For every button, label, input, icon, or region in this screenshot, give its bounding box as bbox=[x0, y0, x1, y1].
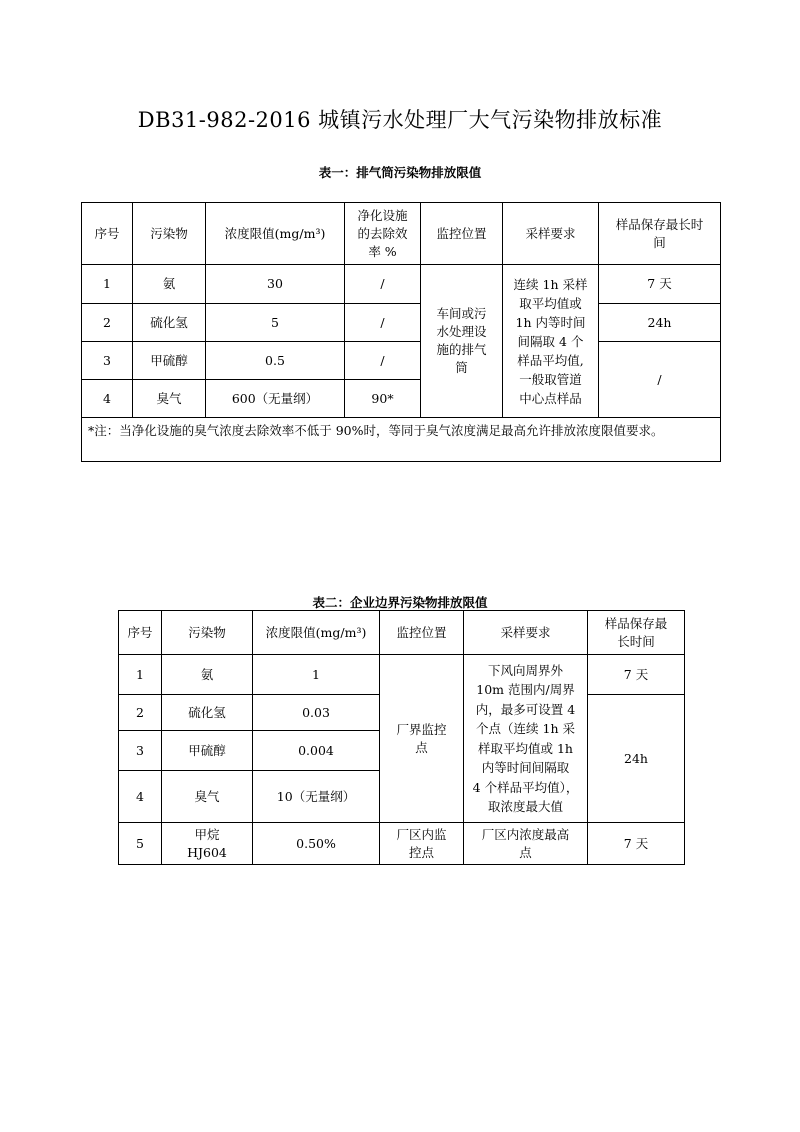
row-pollutant: 臭气 bbox=[162, 771, 253, 823]
row-pollutant: 臭气 bbox=[133, 380, 206, 418]
table-row bbox=[82, 342, 721, 380]
row-limit: 0.50% bbox=[253, 823, 380, 865]
row-pollutant: 氨 bbox=[162, 655, 253, 695]
sampling-requirement: 下风向周界外 10m 范围内/周界 内，最多可设置 4 个点（连续 1h 采 样取平均值或 1h 内等时间间隔取 4 个样品平均值）， 取浓度最大值 bbox=[464, 655, 588, 823]
storage-time: 24h bbox=[588, 695, 685, 823]
storage-time: 24h bbox=[599, 304, 721, 342]
header-sampling: 采样要求 bbox=[503, 203, 599, 265]
header-limit: 浓度限值(mg/m³) bbox=[253, 611, 380, 655]
table1-header-row bbox=[82, 203, 721, 265]
storage-time: 7 天 bbox=[588, 823, 685, 865]
table-row bbox=[119, 655, 685, 695]
header-location: 监控位置 bbox=[380, 611, 464, 655]
row-no: 4 bbox=[119, 771, 162, 823]
monitoring-location: 厂界监控 点 bbox=[380, 655, 464, 823]
table2-header-row bbox=[119, 611, 685, 655]
row-no: 2 bbox=[119, 695, 162, 731]
document-title: DB31-982-2016 城镇污水处理厂大气污染物排放标准 bbox=[137, 108, 663, 132]
row-limit: 10（无量纲） bbox=[253, 771, 380, 823]
row-limit: 0.004 bbox=[253, 731, 380, 771]
row-efficiency: 90* bbox=[345, 380, 421, 418]
header-efficiency: 净化设施 的去除效 率 % bbox=[345, 203, 421, 265]
table2-boundary-limits bbox=[118, 610, 685, 865]
header-location: 监控位置 bbox=[421, 203, 503, 265]
header-no: 序号 bbox=[82, 203, 133, 265]
row-pollutant: 硫化氢 bbox=[162, 695, 253, 731]
row-limit: 0.5 bbox=[206, 342, 345, 380]
row-no: 4 bbox=[82, 380, 133, 418]
row-pollutant: 硫化氢 bbox=[133, 304, 206, 342]
header-storage: 样品保存最长时 间 bbox=[599, 203, 721, 265]
row-efficiency: / bbox=[345, 304, 421, 342]
table1-caption: 表一：排气筒污染物排放限值 bbox=[318, 165, 482, 180]
row-pollutant: 甲硫醇 bbox=[133, 342, 206, 380]
row-efficiency: / bbox=[345, 342, 421, 380]
row-limit: 30 bbox=[206, 265, 345, 304]
row-pollutant: 甲硫醇 bbox=[162, 731, 253, 771]
sampling-requirement: 厂区内浓度最高 点 bbox=[464, 823, 588, 865]
row-no: 1 bbox=[119, 655, 162, 695]
header-pollutant: 污染物 bbox=[133, 203, 206, 265]
row-pollutant: 甲烷 HJ604 bbox=[162, 823, 253, 865]
row-efficiency: / bbox=[345, 265, 421, 304]
header-sampling: 采样要求 bbox=[464, 611, 588, 655]
table1-emission-limits bbox=[81, 202, 721, 462]
row-no: 1 bbox=[82, 265, 133, 304]
header-pollutant: 污染物 bbox=[162, 611, 253, 655]
monitoring-location: 厂区内监 控点 bbox=[380, 823, 464, 865]
row-limit: 600（无量纲） bbox=[206, 380, 345, 418]
storage-time: 7 天 bbox=[599, 265, 721, 304]
table-row bbox=[82, 304, 721, 342]
row-no: 3 bbox=[119, 731, 162, 771]
row-limit: 0.03 bbox=[253, 695, 380, 731]
table2-caption: 表二：企业边界污染物排放限值 bbox=[312, 595, 488, 610]
sampling-requirement: 连续 1h 采样 取平均值或 1h 内等时间 间隔取 4 个 样品平均值, 一般取管道 中心点样品 bbox=[503, 265, 599, 418]
row-no: 3 bbox=[82, 342, 133, 380]
monitoring-location: 车间或污 水处理设 施的排气 筒 bbox=[421, 265, 503, 418]
table-row bbox=[82, 265, 721, 304]
table1-note: *注：当净化设施的臭气浓度去除效率不低于 90%时，等同于臭气浓度满足最高允许排放浓度限值要求。 bbox=[82, 418, 721, 462]
storage-time: / bbox=[599, 342, 721, 418]
header-storage: 样品保存最 长时间 bbox=[588, 611, 685, 655]
header-limit: 浓度限值(mg/m³) bbox=[206, 203, 345, 265]
row-limit: 5 bbox=[206, 304, 345, 342]
storage-time: 7 天 bbox=[588, 655, 685, 695]
table-row bbox=[119, 823, 685, 865]
row-pollutant: 氨 bbox=[133, 265, 206, 304]
header-no: 序号 bbox=[119, 611, 162, 655]
row-limit: 1 bbox=[253, 655, 380, 695]
table1-note-row bbox=[82, 418, 721, 462]
row-no: 5 bbox=[119, 823, 162, 865]
row-no: 2 bbox=[82, 304, 133, 342]
